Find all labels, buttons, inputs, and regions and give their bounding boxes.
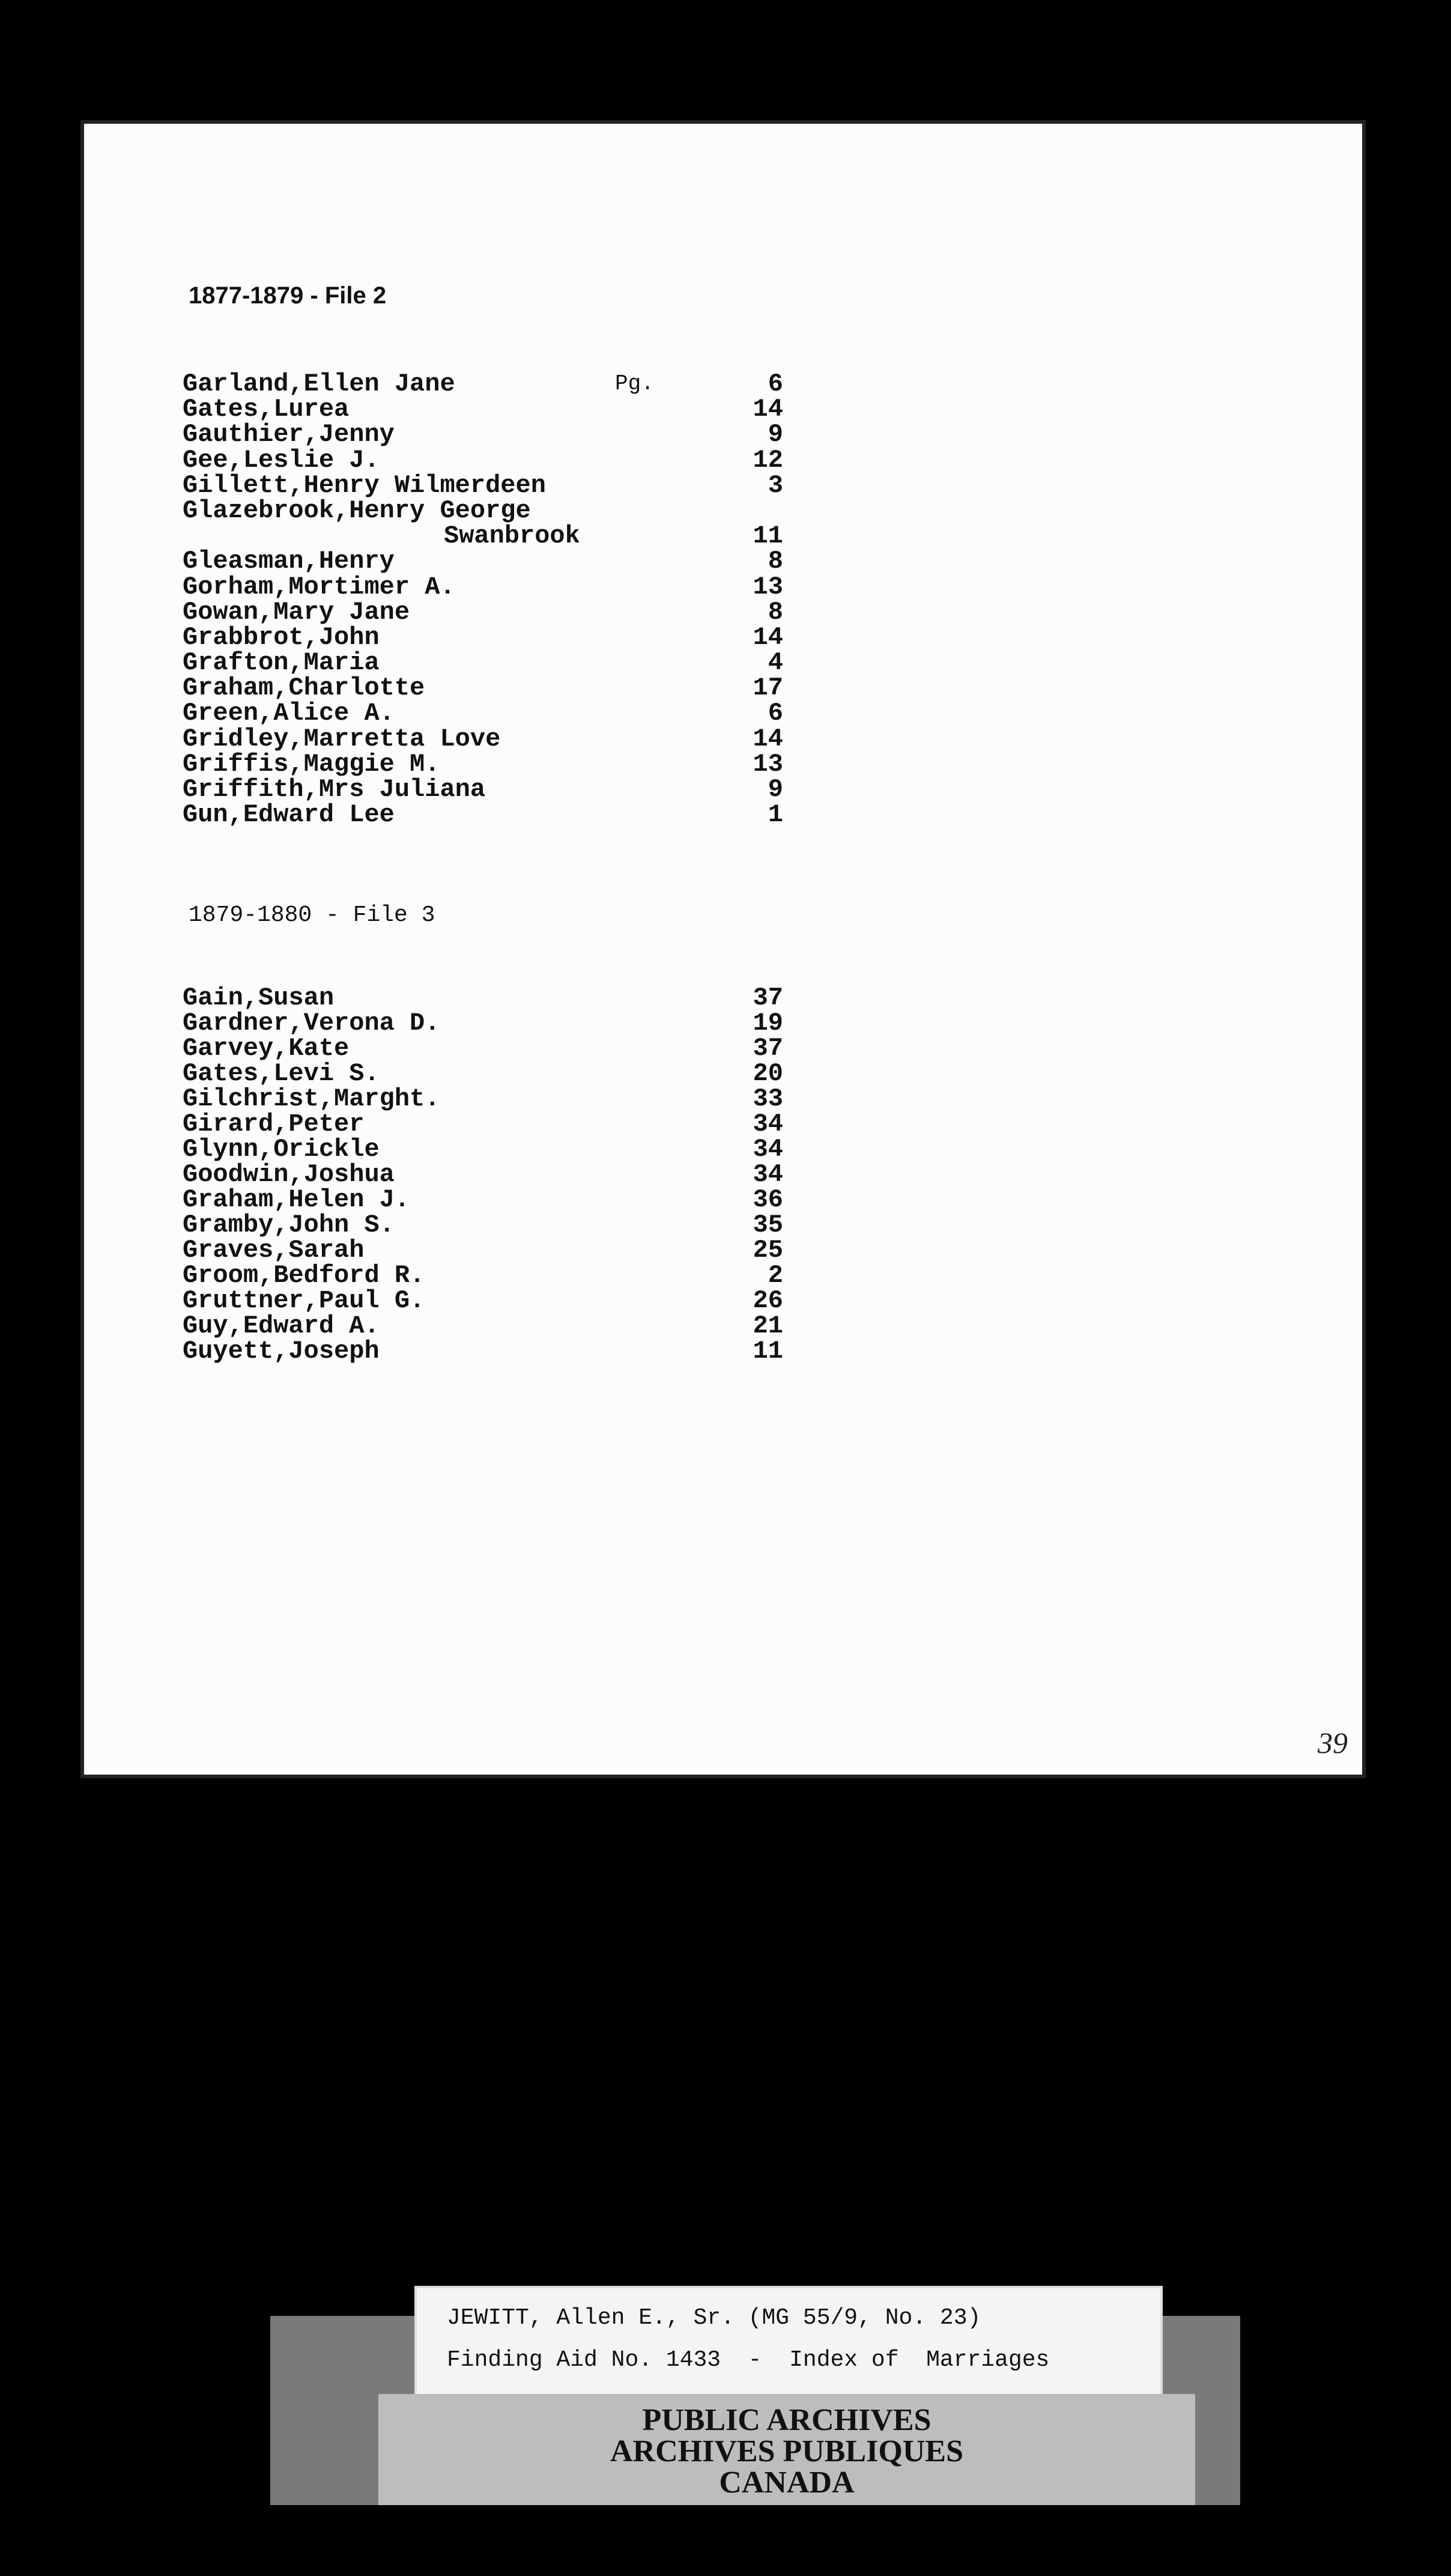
entry-page: 14 xyxy=(753,622,783,652)
list-item xyxy=(183,597,783,627)
entry-page: 3 xyxy=(768,470,783,500)
entry-page: 14 xyxy=(753,724,783,753)
entry-page: 11 xyxy=(753,1337,783,1365)
entry-page: 13 xyxy=(753,749,783,779)
list-item xyxy=(183,1086,783,1111)
entry-name: Graves,Sarah xyxy=(183,1236,365,1265)
file2-list xyxy=(183,369,783,830)
document-page xyxy=(80,120,1366,1778)
list-item xyxy=(183,985,783,1010)
list-item xyxy=(183,1263,783,1288)
list-item xyxy=(183,648,783,678)
entry-name: Guy,Edward A. xyxy=(183,1311,380,1340)
entry-name: Gillett,Henry Wilmerdeen xyxy=(183,470,546,500)
entry-name: Green,Alice A. xyxy=(183,699,395,728)
entry-name: Gates,Lurea xyxy=(183,395,350,424)
list-item xyxy=(183,1238,783,1263)
card-line-2: Finding Aid No. 1433 - Index of Marriages xyxy=(447,2347,1050,2373)
entry-page: 25 xyxy=(753,1236,783,1265)
list-item xyxy=(183,1010,783,1036)
entry-name: Garland,Ellen Jane xyxy=(183,369,455,398)
list-item xyxy=(183,1137,783,1162)
entry-name: Gilchrist,Marght. xyxy=(183,1084,440,1113)
list-item xyxy=(183,777,783,802)
file2-heading: 1877-1879 - File 2 xyxy=(189,282,387,309)
entry-name: Gorham,Mortimer A. xyxy=(183,572,455,601)
entry-page: 14 xyxy=(753,395,783,424)
entry-page: 9 xyxy=(768,420,783,449)
entry-name: Gruttner,Paul G. xyxy=(183,1286,425,1315)
entry-name: Gauthier,Jenny xyxy=(183,420,395,449)
stamp-line-1: PUBLIC ARCHIVES xyxy=(642,2403,931,2437)
entry-name: Gates,Levi S. xyxy=(183,1059,380,1088)
entry-name: Gain,Susan xyxy=(183,983,335,1012)
entry-page: 11 xyxy=(753,521,783,551)
entry-name: Gowan,Mary Jane xyxy=(183,597,410,627)
entry-name: Griffis,Maggie M. xyxy=(183,749,440,779)
list-item xyxy=(183,422,783,447)
entry-page: 19 xyxy=(753,1009,783,1037)
entry-name: Griffith,Mrs Juliana xyxy=(183,775,486,804)
entry-name: Groom,Bedford R. xyxy=(183,1261,425,1290)
entry-name: Guyett,Joseph xyxy=(183,1337,380,1365)
entry-name: Goodwin,Joshua xyxy=(183,1160,395,1189)
list-item xyxy=(183,498,783,523)
entry-name: Gleasman,Henry xyxy=(183,547,395,576)
entry-page: 4 xyxy=(768,648,783,678)
entry-page: 37 xyxy=(753,1034,783,1063)
list-item xyxy=(183,574,783,600)
entry-page: 6 xyxy=(768,369,783,398)
list-item xyxy=(183,1061,783,1086)
entry-page: 36 xyxy=(753,1185,783,1214)
entry-name: Gun,Edward Lee xyxy=(183,800,395,830)
list-item xyxy=(183,749,783,779)
entry-name: Girard,Peter xyxy=(183,1110,365,1138)
list-item xyxy=(183,726,783,752)
list-item xyxy=(183,1338,783,1364)
entry-name: Gramby,John S. xyxy=(183,1211,395,1239)
list-item xyxy=(183,700,783,726)
entry-name: Glynn,Orickle xyxy=(183,1135,380,1164)
entry-name: Glazebrook,Henry George xyxy=(183,496,531,525)
entry-name: Graham,Charlotte xyxy=(183,673,425,703)
entry-name: Gridley,Marretta Love xyxy=(183,724,501,753)
list-item xyxy=(183,1212,783,1238)
entry-name: Gardner,Verona D. xyxy=(183,1009,440,1037)
entry-page: 17 xyxy=(753,673,783,703)
list-item xyxy=(183,1187,783,1212)
archives-stamp xyxy=(378,2394,1195,2505)
pg-label: Pg. xyxy=(615,371,654,396)
entry-page: 12 xyxy=(753,445,783,475)
file3-heading: 1879-1880 - File 3 xyxy=(189,902,435,928)
list-item xyxy=(183,371,783,396)
entry-page: 1 xyxy=(768,800,783,830)
entry-name: Garvey,Kate xyxy=(183,1034,350,1063)
stamp-line-2: ARCHIVES PUBLIQUES xyxy=(610,2434,964,2468)
entry-page: 8 xyxy=(768,597,783,627)
file3-list xyxy=(183,985,783,1364)
entry-page: 20 xyxy=(753,1059,783,1088)
entry-page: 34 xyxy=(753,1110,783,1138)
entry-name: Swanbrook xyxy=(444,521,580,551)
entry-page: 34 xyxy=(753,1160,783,1189)
entry-name: Gee,Leslie J. xyxy=(183,445,380,475)
entry-name: Grafton,Maria xyxy=(183,648,380,678)
list-item xyxy=(183,1111,783,1137)
entry-page: 37 xyxy=(753,983,783,1012)
list-item xyxy=(183,521,783,551)
entry-page: 26 xyxy=(753,1286,783,1315)
entry-page: 2 xyxy=(768,1261,783,1290)
page-number: 39 xyxy=(1318,1726,1348,1760)
list-item xyxy=(183,800,783,830)
entry-page: 6 xyxy=(768,699,783,728)
entry-page: 9 xyxy=(768,775,783,804)
entry-name: Grabbrot,John xyxy=(183,622,380,652)
entry-page: 34 xyxy=(753,1135,783,1164)
entry-page: 8 xyxy=(768,547,783,576)
entry-page: 35 xyxy=(753,1211,783,1239)
entry-name: Graham,Helen J. xyxy=(183,1185,410,1214)
entry-page: 33 xyxy=(753,1084,783,1113)
list-item xyxy=(183,470,783,500)
card-line-1: JEWITT, Allen E., Sr. (MG 55/9, No. 23) xyxy=(447,2305,981,2331)
list-item xyxy=(183,396,783,422)
finding-aid-card xyxy=(414,2286,1163,2399)
list-item xyxy=(183,445,783,475)
list-item xyxy=(183,1036,783,1061)
list-item xyxy=(183,548,783,574)
list-item xyxy=(183,622,783,652)
list-item xyxy=(183,1313,783,1338)
stamp-line-3: CANADA xyxy=(719,2465,855,2500)
list-item xyxy=(183,673,783,703)
list-item xyxy=(183,1162,783,1187)
entry-page: 21 xyxy=(753,1311,783,1340)
list-item xyxy=(183,1288,783,1313)
entry-page: 13 xyxy=(753,572,783,601)
